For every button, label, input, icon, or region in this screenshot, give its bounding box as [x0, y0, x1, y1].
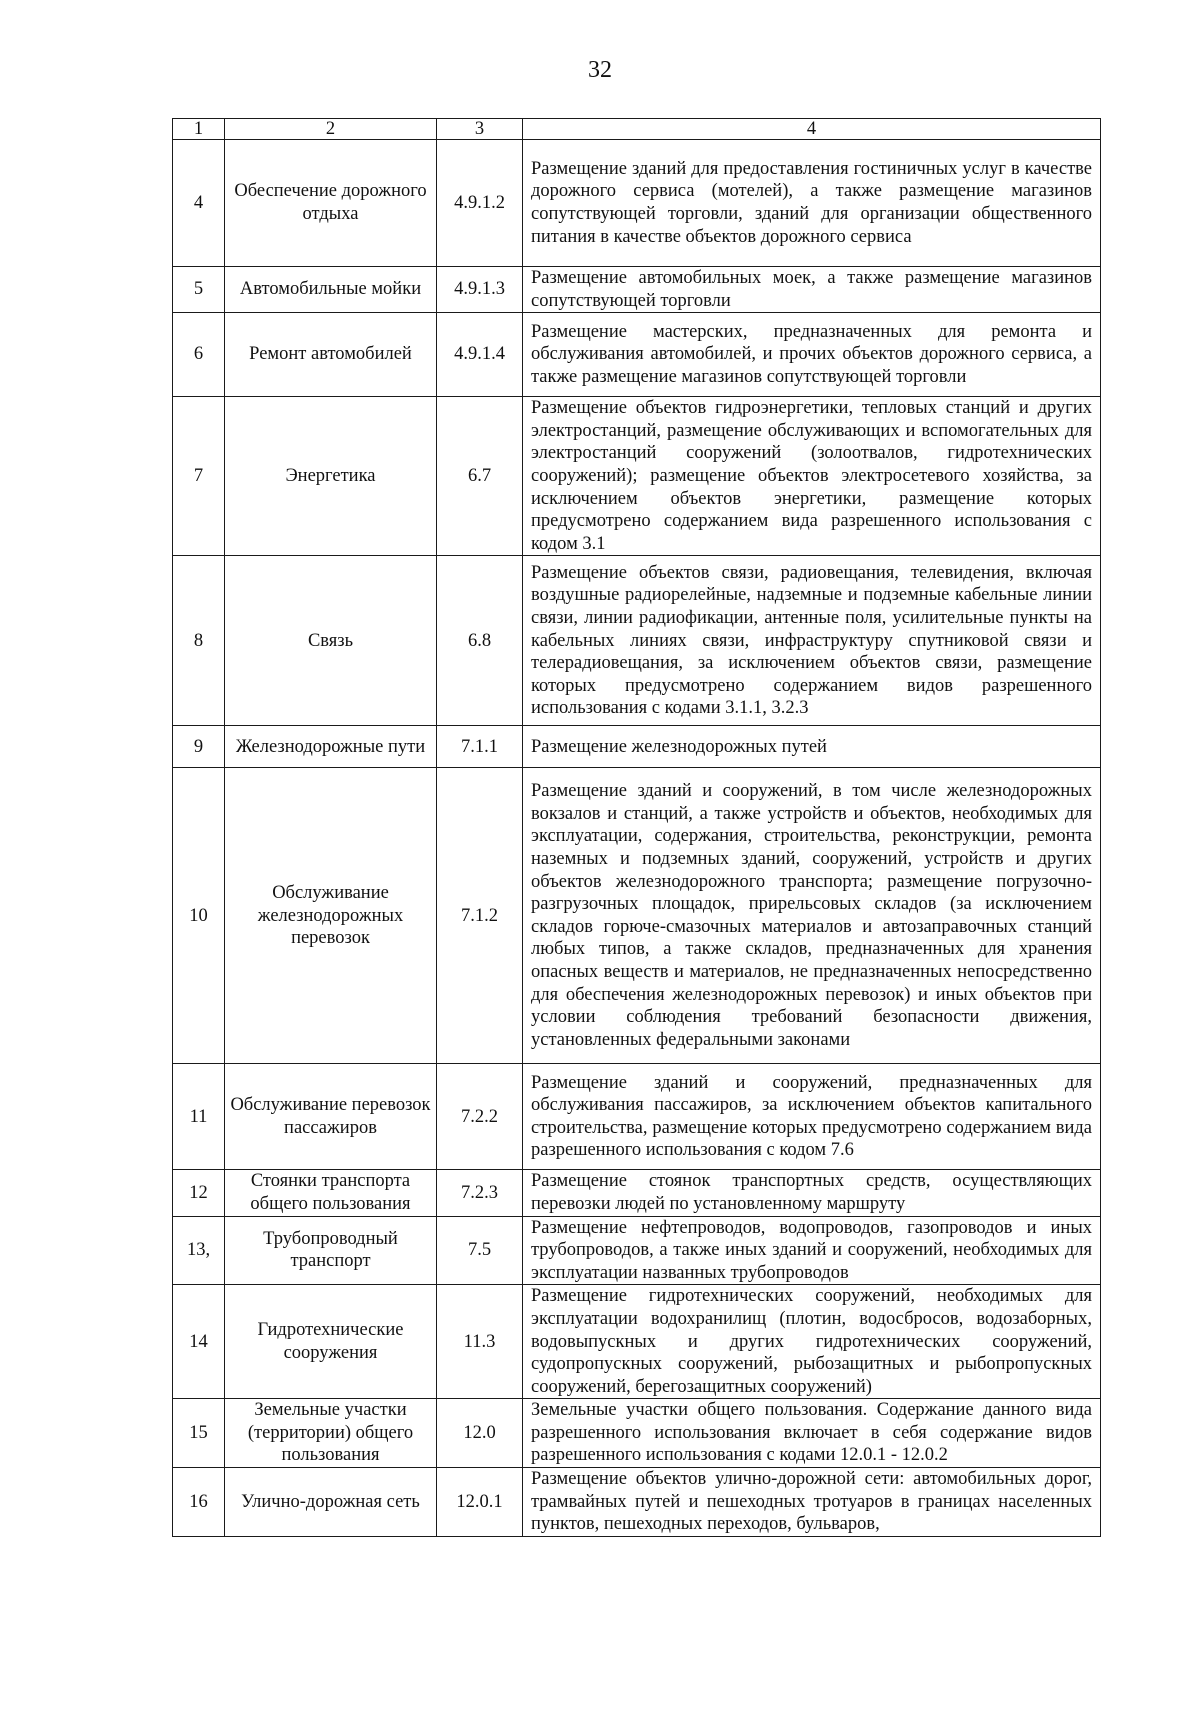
land-use-description: Размещение мастерских, предназначенных для ремонта и обслуживания автомобилей, и прочих объектов дорожного сервиса, а также размещение магазинов сопутствующей торговли — [523, 313, 1101, 397]
row-number: 4 — [173, 140, 225, 267]
land-use-code: 7.2.3 — [437, 1170, 523, 1216]
land-use-code: 7.1.1 — [437, 726, 523, 768]
row-number: 5 — [173, 267, 225, 313]
land-use-description: Размещение железнодорожных путей — [523, 726, 1101, 768]
land-use-name: Земельные участки (территории) общего пользования — [225, 1399, 437, 1468]
table-header-row — [173, 119, 1101, 140]
row-number: 10 — [173, 768, 225, 1064]
land-use-name: Обслуживание железнодорожных перевозок — [225, 768, 437, 1064]
land-use-name: Обслуживание перевозок пассажиров — [225, 1064, 437, 1170]
table-row — [173, 1468, 1101, 1537]
header-cell-2: 2 — [225, 119, 437, 140]
table-row — [173, 1170, 1101, 1216]
table-row — [173, 726, 1101, 768]
table-row — [173, 267, 1101, 313]
row-number: 15 — [173, 1399, 225, 1468]
row-number: 12 — [173, 1170, 225, 1216]
land-use-description: Размещение зданий для предоставления гостиничных услуг в качестве дорожного сервиса (мотелей), а также размещение магазинов сопутствующей торговли, зданий для организации общественного питания в качестве объектов дорожного сервиса — [523, 140, 1101, 267]
land-use-description: Размещение зданий и сооружений, в том числе железнодорожных вокзалов и станций, а также устройств и объектов, необходимых для эксплуатации, содержания, строительства, реконструкции, ремонта наземных и подземных зданий, сооружений, устройств и других объектов железнодорожного транспорта; размещение погрузочно-разгрузочных площадок, прирельсовых складов (за исключением складов горюче-смазочных материалов и автозаправочных станций любых типов, а также складов, предназначенных для хранения опасных веществ и материалов, не предназначенных непосредственно для обеспечения железнодорожных перевозок) и иных объектов при условии соблюдения требований безопасности движения, установленных федеральными законами — [523, 768, 1101, 1064]
row-number: 13, — [173, 1216, 225, 1285]
row-number: 16 — [173, 1468, 225, 1537]
land-use-table — [172, 118, 1101, 1537]
land-use-code: 7.5 — [437, 1216, 523, 1285]
land-use-name: Трубопроводный транспорт — [225, 1216, 437, 1285]
row-number: 7 — [173, 397, 225, 556]
land-use-description: Размещение гидротехнических сооружений, необходимых для эксплуатации водохранилищ (плотин, водосбросов, водозаборных, водовыпускных и других гидротехнических сооружений, судопропускных сооружений, рыбозащитных и рыбопропускных сооружений, берегозащитных сооружений) — [523, 1285, 1101, 1399]
header-cell-4: 4 — [523, 119, 1101, 140]
land-use-code: 11.3 — [437, 1285, 523, 1399]
land-use-code: 12.0 — [437, 1399, 523, 1468]
land-use-description: Размещение зданий и сооружений, предназначенных для обслуживания пассажиров, за исключением объектов капитального строительства, размещение которых предусмотрено содержанием вида разрешенного использования с кодом 7.6 — [523, 1064, 1101, 1170]
table-row — [173, 1064, 1101, 1170]
land-use-description: Размещение нефтепроводов, водопроводов, газопроводов и иных трубопроводов, а также иных зданий и сооружений, необходимых для эксплуатации названных трубопроводов — [523, 1216, 1101, 1285]
table-row — [173, 1285, 1101, 1399]
land-use-code: 4.9.1.2 — [437, 140, 523, 267]
land-use-name: Стоянки транспорта общего пользования — [225, 1170, 437, 1216]
header-cell-1: 1 — [173, 119, 225, 140]
land-use-description: Размещение объектов улично-дорожной сети: автомобильных дорог, трамвайных путей и пешеходных тротуаров в границах населенных пунктов, пешеходных переходов, бульваров, — [523, 1468, 1101, 1537]
land-use-name: Энергетика — [225, 397, 437, 556]
land-use-code: 6.7 — [437, 397, 523, 556]
table-row — [173, 556, 1101, 726]
land-use-description: Размещение автомобильных моек, а также размещение магазинов сопутствующей торговли — [523, 267, 1101, 313]
land-use-code: 6.8 — [437, 556, 523, 726]
table-row — [173, 768, 1101, 1064]
table-row — [173, 1216, 1101, 1285]
table-row — [173, 313, 1101, 397]
land-use-description: Размещение стоянок транспортных средств, осуществляющих перевозки людей по установленному маршруту — [523, 1170, 1101, 1216]
table-row — [173, 397, 1101, 556]
land-use-code: 7.1.2 — [437, 768, 523, 1064]
land-use-name: Связь — [225, 556, 437, 726]
table-row — [173, 1399, 1101, 1468]
land-use-name: Железнодорожные пути — [225, 726, 437, 768]
land-use-name: Ремонт автомобилей — [225, 313, 437, 397]
row-number: 11 — [173, 1064, 225, 1170]
page-number: 32 — [588, 57, 612, 83]
land-use-code: 12.0.1 — [437, 1468, 523, 1537]
land-use-name: Улично-дорожная сеть — [225, 1468, 437, 1537]
land-use-name: Обеспечение дорожного отдыха — [225, 140, 437, 267]
row-number: 6 — [173, 313, 225, 397]
land-use-name: Автомобильные мойки — [225, 267, 437, 313]
land-use-name: Гидротехнические сооружения — [225, 1285, 437, 1399]
land-use-description: Земельные участки общего пользования. Содержание данного вида разрешенного использования включает в себя содержание видов разрешенного использования с кодами 12.0.1 - 12.0.2 — [523, 1399, 1101, 1468]
row-number: 9 — [173, 726, 225, 768]
land-use-description: Размещение объектов связи, радиовещания, телевидения, включая воздушные радиорелейные, надземные и подземные кабельные линии связи, линии радиофикации, антенные поля, усилительные пункты на кабельных линиях связи, инфраструктуру спутниковой связи и телерадиовещания, за исключением объектов связи, размещение которых предусмотрено содержанием видов разрешенного использования с кодами 3.1.1, 3.2.3 — [523, 556, 1101, 726]
land-use-code: 4.9.1.3 — [437, 267, 523, 313]
table-row — [173, 140, 1101, 267]
land-use-code: 4.9.1.4 — [437, 313, 523, 397]
land-use-code: 7.2.2 — [437, 1064, 523, 1170]
header-cell-3: 3 — [437, 119, 523, 140]
row-number: 8 — [173, 556, 225, 726]
row-number: 14 — [173, 1285, 225, 1399]
land-use-description: Размещение объектов гидроэнергетики, тепловых станций и других электростанций, размещение обслуживающих и вспомогательных для электростанций сооружений (золоотвалов, гидротехнических сооружений); размещение объектов электросетевого хозяйства, за исключением объектов энергетики, размещение которых предусмотрено содержанием вида разрешенного использования с кодом 3.1 — [523, 397, 1101, 556]
